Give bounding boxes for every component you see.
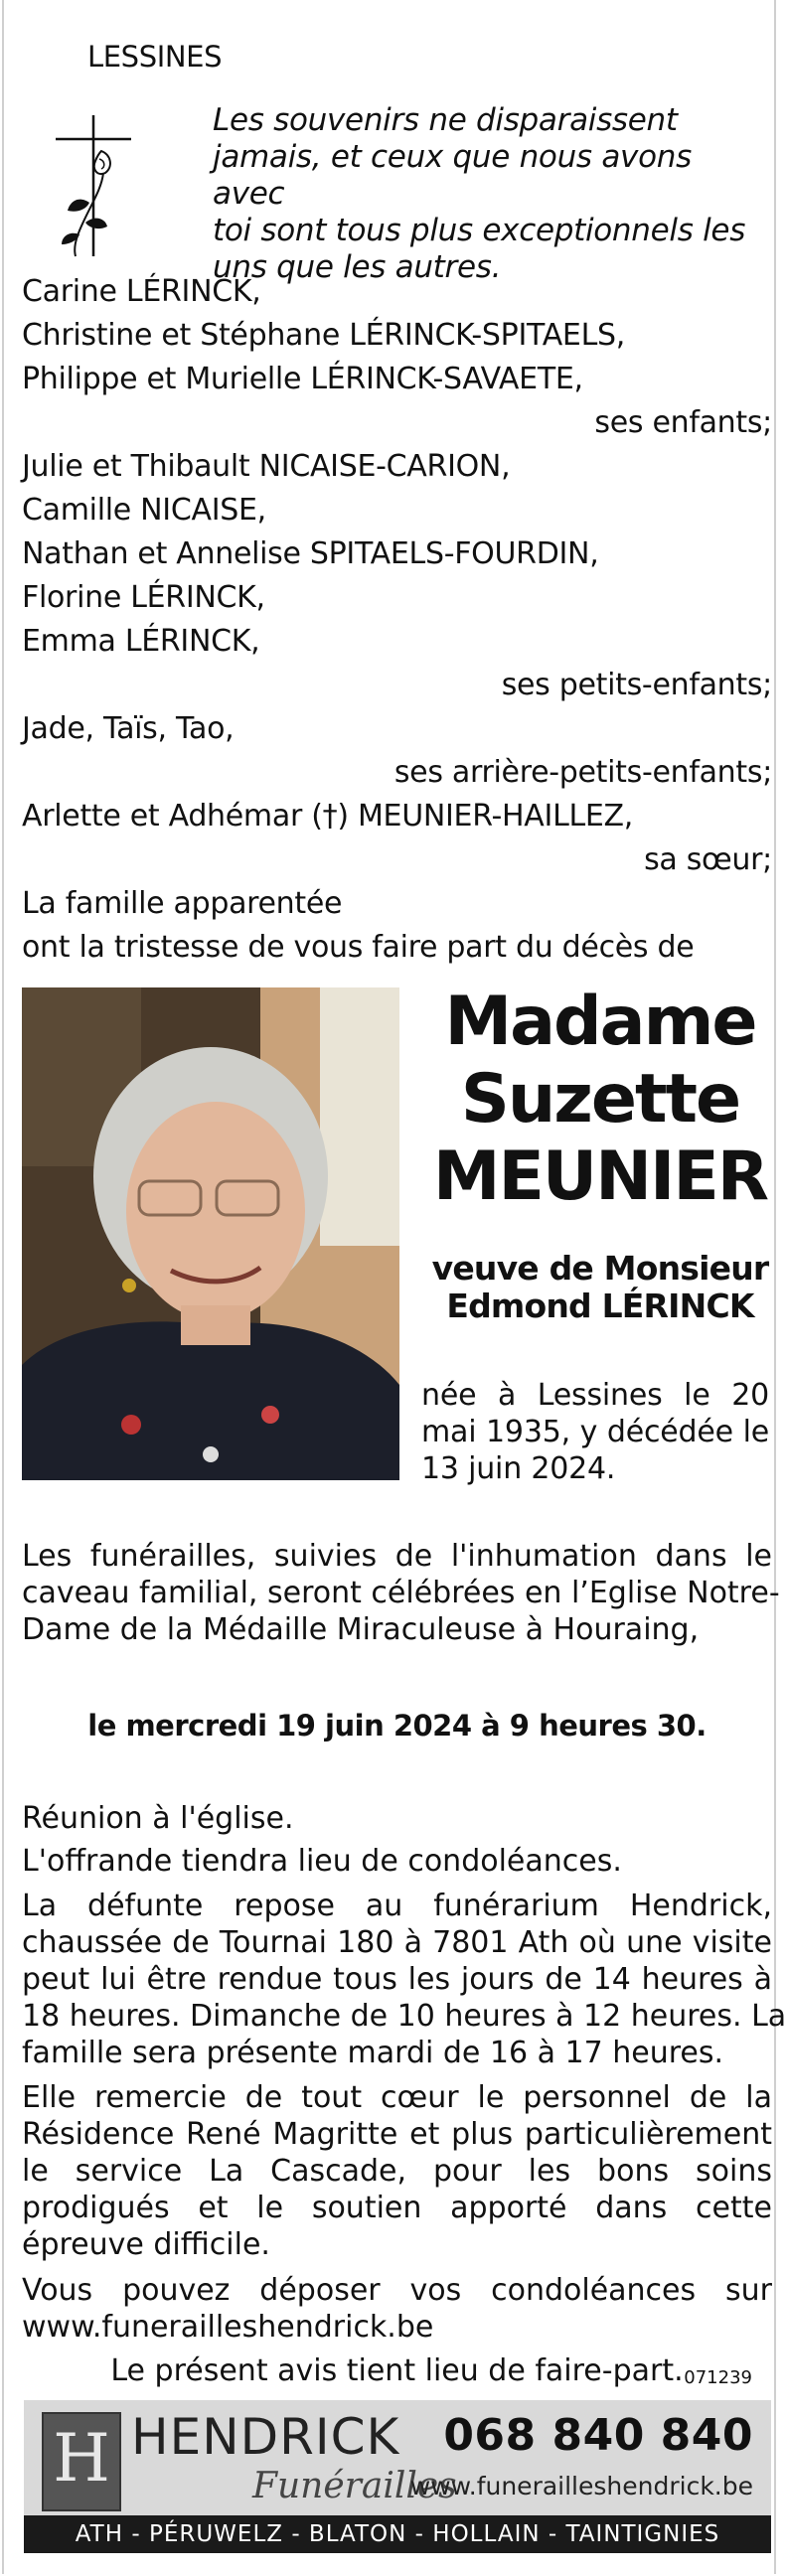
deceased-last-name: MEUNIER	[432, 1137, 768, 1216]
family-member: Carine LÉRINCK,	[22, 274, 261, 309]
family-member: Florine LÉRINCK,	[22, 580, 265, 615]
visit-info	[22, 1888, 786, 2071]
thanks-line: le service La Cascade, pour les bons soins	[22, 2154, 772, 2189]
funeral-home-banner	[24, 2400, 771, 2553]
portrait-photo	[22, 987, 399, 1480]
announcement-line: ont la tristesse de vous faire part du décès de	[22, 930, 695, 965]
city-heading: LESSINES	[87, 40, 223, 74]
family-list	[22, 270, 772, 970]
birth-death-line: 13 juin 2024.	[421, 1451, 616, 1486]
deceased-name-block	[421, 984, 779, 1325]
deceased-first-name: Suzette	[460, 1060, 740, 1138]
relatives-line: La famille apparentée	[22, 886, 343, 921]
family-member: Jade, Taïs, Tao,	[22, 711, 235, 746]
family-member: Philippe et Murielle LÉRINCK-SAVAETE,	[22, 362, 583, 396]
quote-line: Les souvenirs ne disparaissent	[213, 102, 678, 138]
funeral-line: caveau familial, seront célébrées en l’Eglise Notre-	[22, 1576, 780, 1610]
funeral-info	[22, 1538, 780, 1648]
thanks-info	[22, 2079, 772, 2263]
condolence-info	[22, 2272, 772, 2346]
relation-label: ses petits-enfants;	[501, 668, 772, 702]
logo-letter: H	[53, 2420, 110, 2497]
visit-line: chaussée de Tournai 180 à 7801 Ath où une visite	[22, 1925, 772, 1960]
towns-bar: ATH - PÉRUWELZ - BLATON - HOLLAIN - TAINTIGNIES	[24, 2515, 771, 2553]
quote-line: jamais, et ceux que nous avons avec	[213, 139, 692, 212]
quote-line: uns que les autres.	[213, 249, 502, 285]
family-member: Julie et Thibault NICAISE-CARION,	[22, 449, 511, 484]
meeting-line: Réunion à l'église.	[22, 1801, 294, 1836]
relation-label: ses enfants;	[594, 405, 772, 440]
family-member: Arlette et Adhémar (†) MEUNIER-HAILLEZ,	[22, 799, 634, 833]
relation-label: ses arrière-petits-enfants;	[393, 755, 772, 790]
visit-line: 18 heures. Dimanche de 10 heures à 12 heures. La	[22, 1999, 786, 2034]
deceased-title: Madame	[444, 983, 756, 1061]
visit-line: famille sera présente mardi de 16 à 17 heures.	[22, 2036, 724, 2070]
widow-line: veuve de Monsieur	[431, 1249, 769, 1288]
condolence-link[interactable]: www.funerailleshendrick.be	[22, 2310, 434, 2345]
condolence-line: Vous pouvez déposer vos condoléances sur	[22, 2273, 772, 2308]
family-member: Camille NICAISE,	[22, 493, 266, 528]
brand-script: Funérailles	[252, 2466, 457, 2506]
funeral-date: le mercredi 19 juin 2024 à 9 heures 30.	[87, 1709, 707, 1743]
quote-line: toi sont tous plus exceptionnels les	[213, 213, 746, 248]
funeral-line: Dame de la Médaille Miraculeuse à Houraing,	[22, 1612, 700, 1647]
visit-line: La défunte repose au funérarium Hendrick,	[22, 1889, 772, 1923]
relation-label: sa sœur;	[644, 842, 772, 877]
visit-line: peut lui être rendue tous les jours de 14 heures à	[22, 1962, 772, 1997]
birth-death-line: née à Lessines le 20	[421, 1378, 769, 1413]
thanks-line: Résidence René Magritte et plus particulièrement	[22, 2117, 772, 2152]
thanks-line: Elle remercie de tout cœur le personnel de la	[22, 2080, 772, 2115]
family-member: Christine et Stéphane LÉRINCK-SPITAELS,	[22, 318, 625, 353]
obituary-page	[2, 0, 786, 2574]
website-link[interactable]: www.funerailleshendrick.be	[409, 2472, 753, 2500]
reference-number: 071239	[684, 2367, 752, 2388]
brand-name: HENDRICK	[131, 2408, 400, 2466]
family-member: Nathan et Annelise SPITAELS-FOURDIN,	[22, 536, 599, 571]
family-member: Emma LÉRINCK,	[22, 624, 260, 659]
memorial-quote	[213, 102, 769, 286]
thanks-line: prodigués et le soutien apporté dans cette	[22, 2191, 772, 2225]
birth-death-line: mai 1935, y décédée le	[421, 1415, 769, 1449]
notice-line: Le présent avis tient lieu de faire-part.	[110, 2353, 684, 2388]
offering-line: L'offrande tiendra lieu de condoléances.	[22, 1844, 622, 1879]
thanks-line: épreuve difficile.	[22, 2227, 270, 2262]
spouse-name: Edmond LÉRINCK	[446, 1287, 754, 1325]
hendrick-logo	[42, 2412, 121, 2511]
birth-death-info	[421, 1377, 769, 1487]
funeral-line: Les funérailles, suivies de l'inhumation dans le	[22, 1539, 772, 1574]
phone-number[interactable]: 068 840 840	[443, 2410, 753, 2461]
cross-rose-icon	[50, 111, 139, 260]
